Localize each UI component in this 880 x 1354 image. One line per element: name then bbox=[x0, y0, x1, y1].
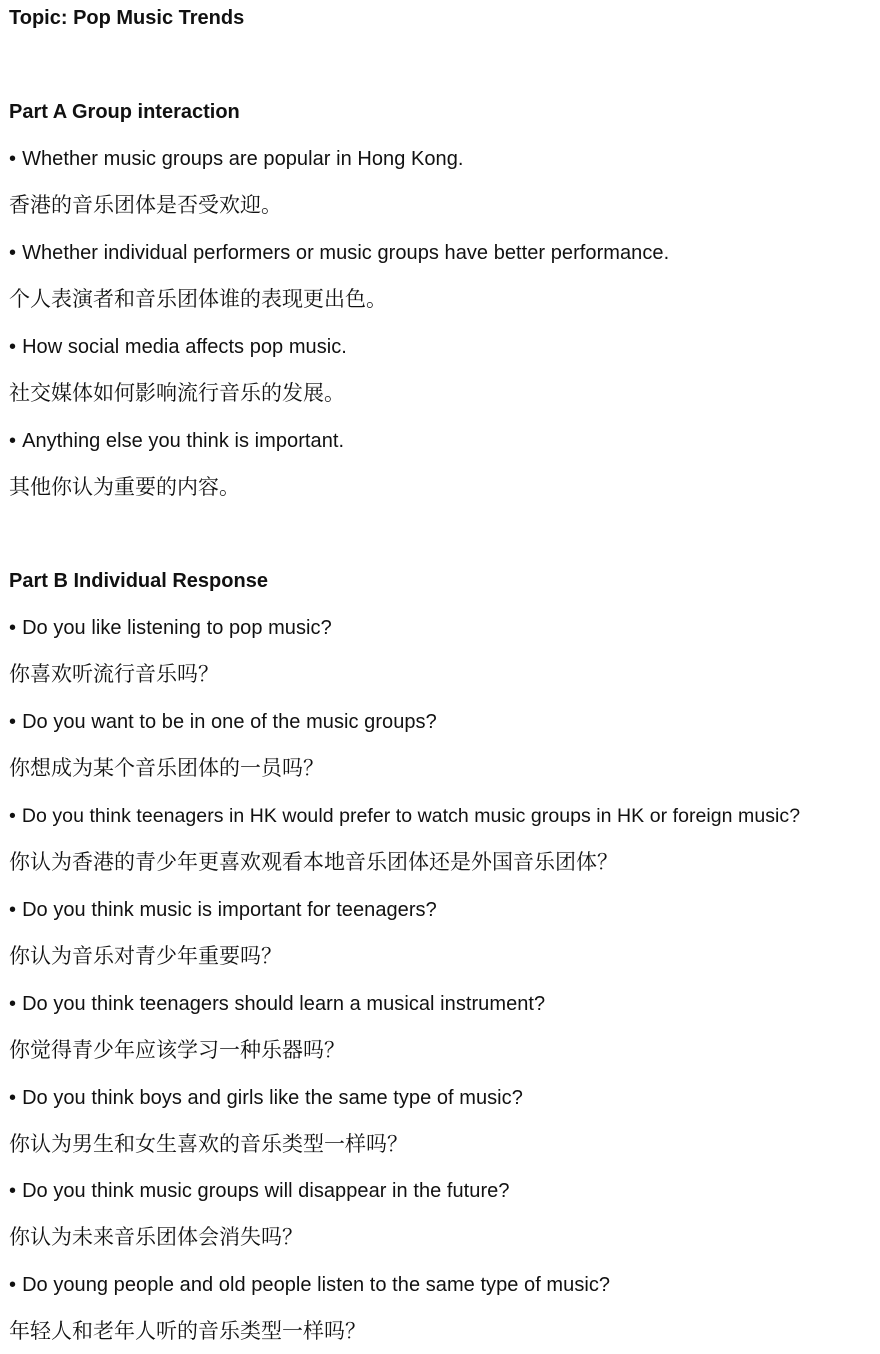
part-b-item-1-zh: 你喜欢听流行音乐吗？ bbox=[9, 662, 219, 686]
part-b-item-3-text: Do you think teenagers in HK would prefer to watch music groups in HK or foreign music? bbox=[21, 805, 801, 827]
bullet-icon: • bbox=[9, 242, 17, 264]
part-b-item-6-zh: 你认为男生和女生喜欢的音乐类型一样吗？ bbox=[9, 1132, 408, 1156]
part-b-item-2-en bbox=[9, 708, 437, 736]
part-b-item-6-en bbox=[9, 1084, 523, 1112]
part-b-item-3-en bbox=[9, 802, 800, 830]
part-b-item-4-en bbox=[9, 896, 437, 924]
part-b-heading: Part B Individual Response bbox=[9, 570, 268, 592]
bullet-icon: • bbox=[9, 336, 17, 358]
part-a-item-2-en bbox=[9, 239, 669, 267]
part-b-item-2-zh: 你想成为某个音乐团体的一员吗？ bbox=[9, 756, 324, 780]
part-b-item-1-en bbox=[9, 614, 332, 642]
bullet-icon: • bbox=[9, 899, 17, 921]
bullet-icon: • bbox=[9, 617, 17, 639]
part-b-item-8-en bbox=[9, 1271, 610, 1299]
part-a-item-1-zh: 香港的音乐团体是否受欢迎。 bbox=[9, 193, 282, 217]
part-b-item-5-zh: 你觉得青少年应该学习一种乐器吗？ bbox=[9, 1038, 345, 1062]
part-a-item-1-text: Whether music groups are popular in Hong Kong. bbox=[22, 148, 464, 170]
part-a-item-4-text: Anything else you think is important. bbox=[22, 430, 345, 452]
part-b-item-2-text: Do you want to be in one of the music groups? bbox=[22, 711, 437, 733]
part-b-item-1-text: Do you like listening to pop music? bbox=[22, 617, 332, 639]
bullet-icon: • bbox=[9, 430, 17, 452]
bullet-icon: • bbox=[9, 805, 16, 827]
part-b-item-4-zh: 你认为音乐对青少年重要吗？ bbox=[9, 944, 282, 968]
bullet-icon: • bbox=[9, 711, 17, 733]
bullet-icon: • bbox=[9, 148, 17, 170]
part-a-item-2-text: Whether individual performers or music groups have better performance. bbox=[22, 242, 670, 264]
part-b-item-8-text: Do young people and old people listen to the same type of music? bbox=[22, 1274, 611, 1296]
part-a-item-3-zh: 社交媒体如何影响流行音乐的发展。 bbox=[9, 381, 345, 405]
part-a-item-1-en bbox=[9, 145, 464, 173]
part-b-item-8-zh: 年轻人和老年人听的音乐类型一样吗？ bbox=[9, 1319, 366, 1343]
bullet-icon: • bbox=[9, 1180, 17, 1202]
bullet-icon: • bbox=[9, 1274, 17, 1296]
part-a-item-4-zh: 其他你认为重要的内容。 bbox=[9, 475, 240, 499]
part-b-item-7-text: Do you think music groups will disappear in the future? bbox=[22, 1180, 510, 1202]
topic-title: Topic: Pop Music Trends bbox=[9, 7, 245, 29]
part-b-item-5-en bbox=[9, 990, 545, 1018]
part-b-item-7-en bbox=[9, 1177, 510, 1205]
part-b-item-4-text: Do you think music is important for teenagers? bbox=[22, 899, 437, 921]
bullet-icon: • bbox=[9, 1087, 17, 1109]
bullet-icon: • bbox=[9, 993, 17, 1015]
part-a-item-3-text: How social media affects pop music. bbox=[22, 336, 347, 358]
part-a-item-2-zh: 个人表演者和音乐团体谁的表现更出色。 bbox=[9, 287, 387, 311]
part-a-heading: Part A Group interaction bbox=[9, 101, 240, 123]
part-a-item-3-en bbox=[9, 333, 347, 361]
part-b-item-6-text: Do you think boys and girls like the same type of music? bbox=[22, 1087, 523, 1109]
part-a-item-4-en bbox=[9, 427, 344, 455]
part-b-item-5-text: Do you think teenagers should learn a musical instrument? bbox=[22, 993, 546, 1015]
part-b-item-7-zh: 你认为未来音乐团体会消失吗？ bbox=[9, 1225, 303, 1249]
part-b-item-3-zh: 你认为香港的青少年更喜欢观看本地音乐团体还是外国音乐团体？ bbox=[9, 850, 618, 874]
